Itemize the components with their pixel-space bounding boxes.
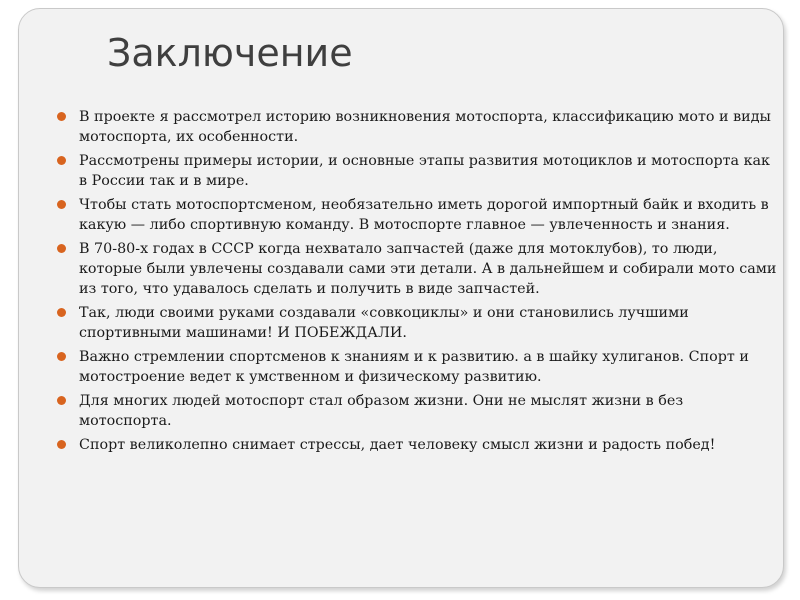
bullet-item — [57, 195, 777, 235]
bullet-text: Так, люди своими руками создавали «совкоциклы» и они становились лучшими спортивными машинами! И ПОБЕЖДАЛИ. — [79, 305, 689, 341]
bullet-icon — [57, 440, 66, 449]
bullet-icon — [57, 396, 66, 405]
bullet-icon — [57, 156, 66, 165]
bullet-icon — [57, 308, 66, 317]
bullet-text: Важно стремлении спортсменов к знаниям и к развитию. а в шайку хулиганов. Спорт и мотостроение ведет к умственном и физическому развитию. — [79, 349, 749, 385]
bullet-icon — [57, 112, 66, 121]
bullet-item — [57, 239, 777, 299]
bullet-item — [57, 303, 777, 343]
bullet-item — [57, 435, 777, 455]
bullet-list — [57, 107, 777, 459]
bullet-text: Для многих людей мотоспорт стал образом жизни. Они не мыслят жизни в без мотоспорта. — [79, 393, 684, 429]
bullet-item — [57, 391, 777, 431]
bullet-item — [57, 347, 777, 387]
bullet-icon — [57, 352, 66, 361]
bullet-text: В 70-80-х годах в СССР когда нехватало запчастей (даже для мотоклубов), то люди, которые были увлечены создавали сами эти детали. А в дальнейшем и собирали мото сами из того, что удавалось сделать и получить в виде запчастей. — [79, 241, 777, 297]
bullet-text: Чтобы стать мотоспортсменом, необязательно иметь дорогой импортный байк и входить в какую — либо спортивную команду. В мотоспорте главное — увлеченность и знания. — [79, 197, 769, 233]
slide-title: Заключение — [107, 31, 353, 75]
bullet-item — [57, 151, 777, 191]
bullet-text: Спорт великолепно снимает стрессы, дает человеку смысл жизни и радость побед! — [79, 437, 716, 453]
bullet-text: Рассмотрены примеры истории, и основные этапы развития мотоциклов и мотоспорта как в России так и в мире. — [79, 153, 770, 189]
bullet-item — [57, 107, 777, 147]
slide-content-card — [18, 8, 784, 588]
bullet-icon — [57, 244, 66, 253]
bullet-icon — [57, 200, 66, 209]
bullet-text: В проекте я рассмотрел историю возникновения мотоспорта, классификацию мото и виды мотоспорта, их особенности. — [79, 109, 771, 145]
